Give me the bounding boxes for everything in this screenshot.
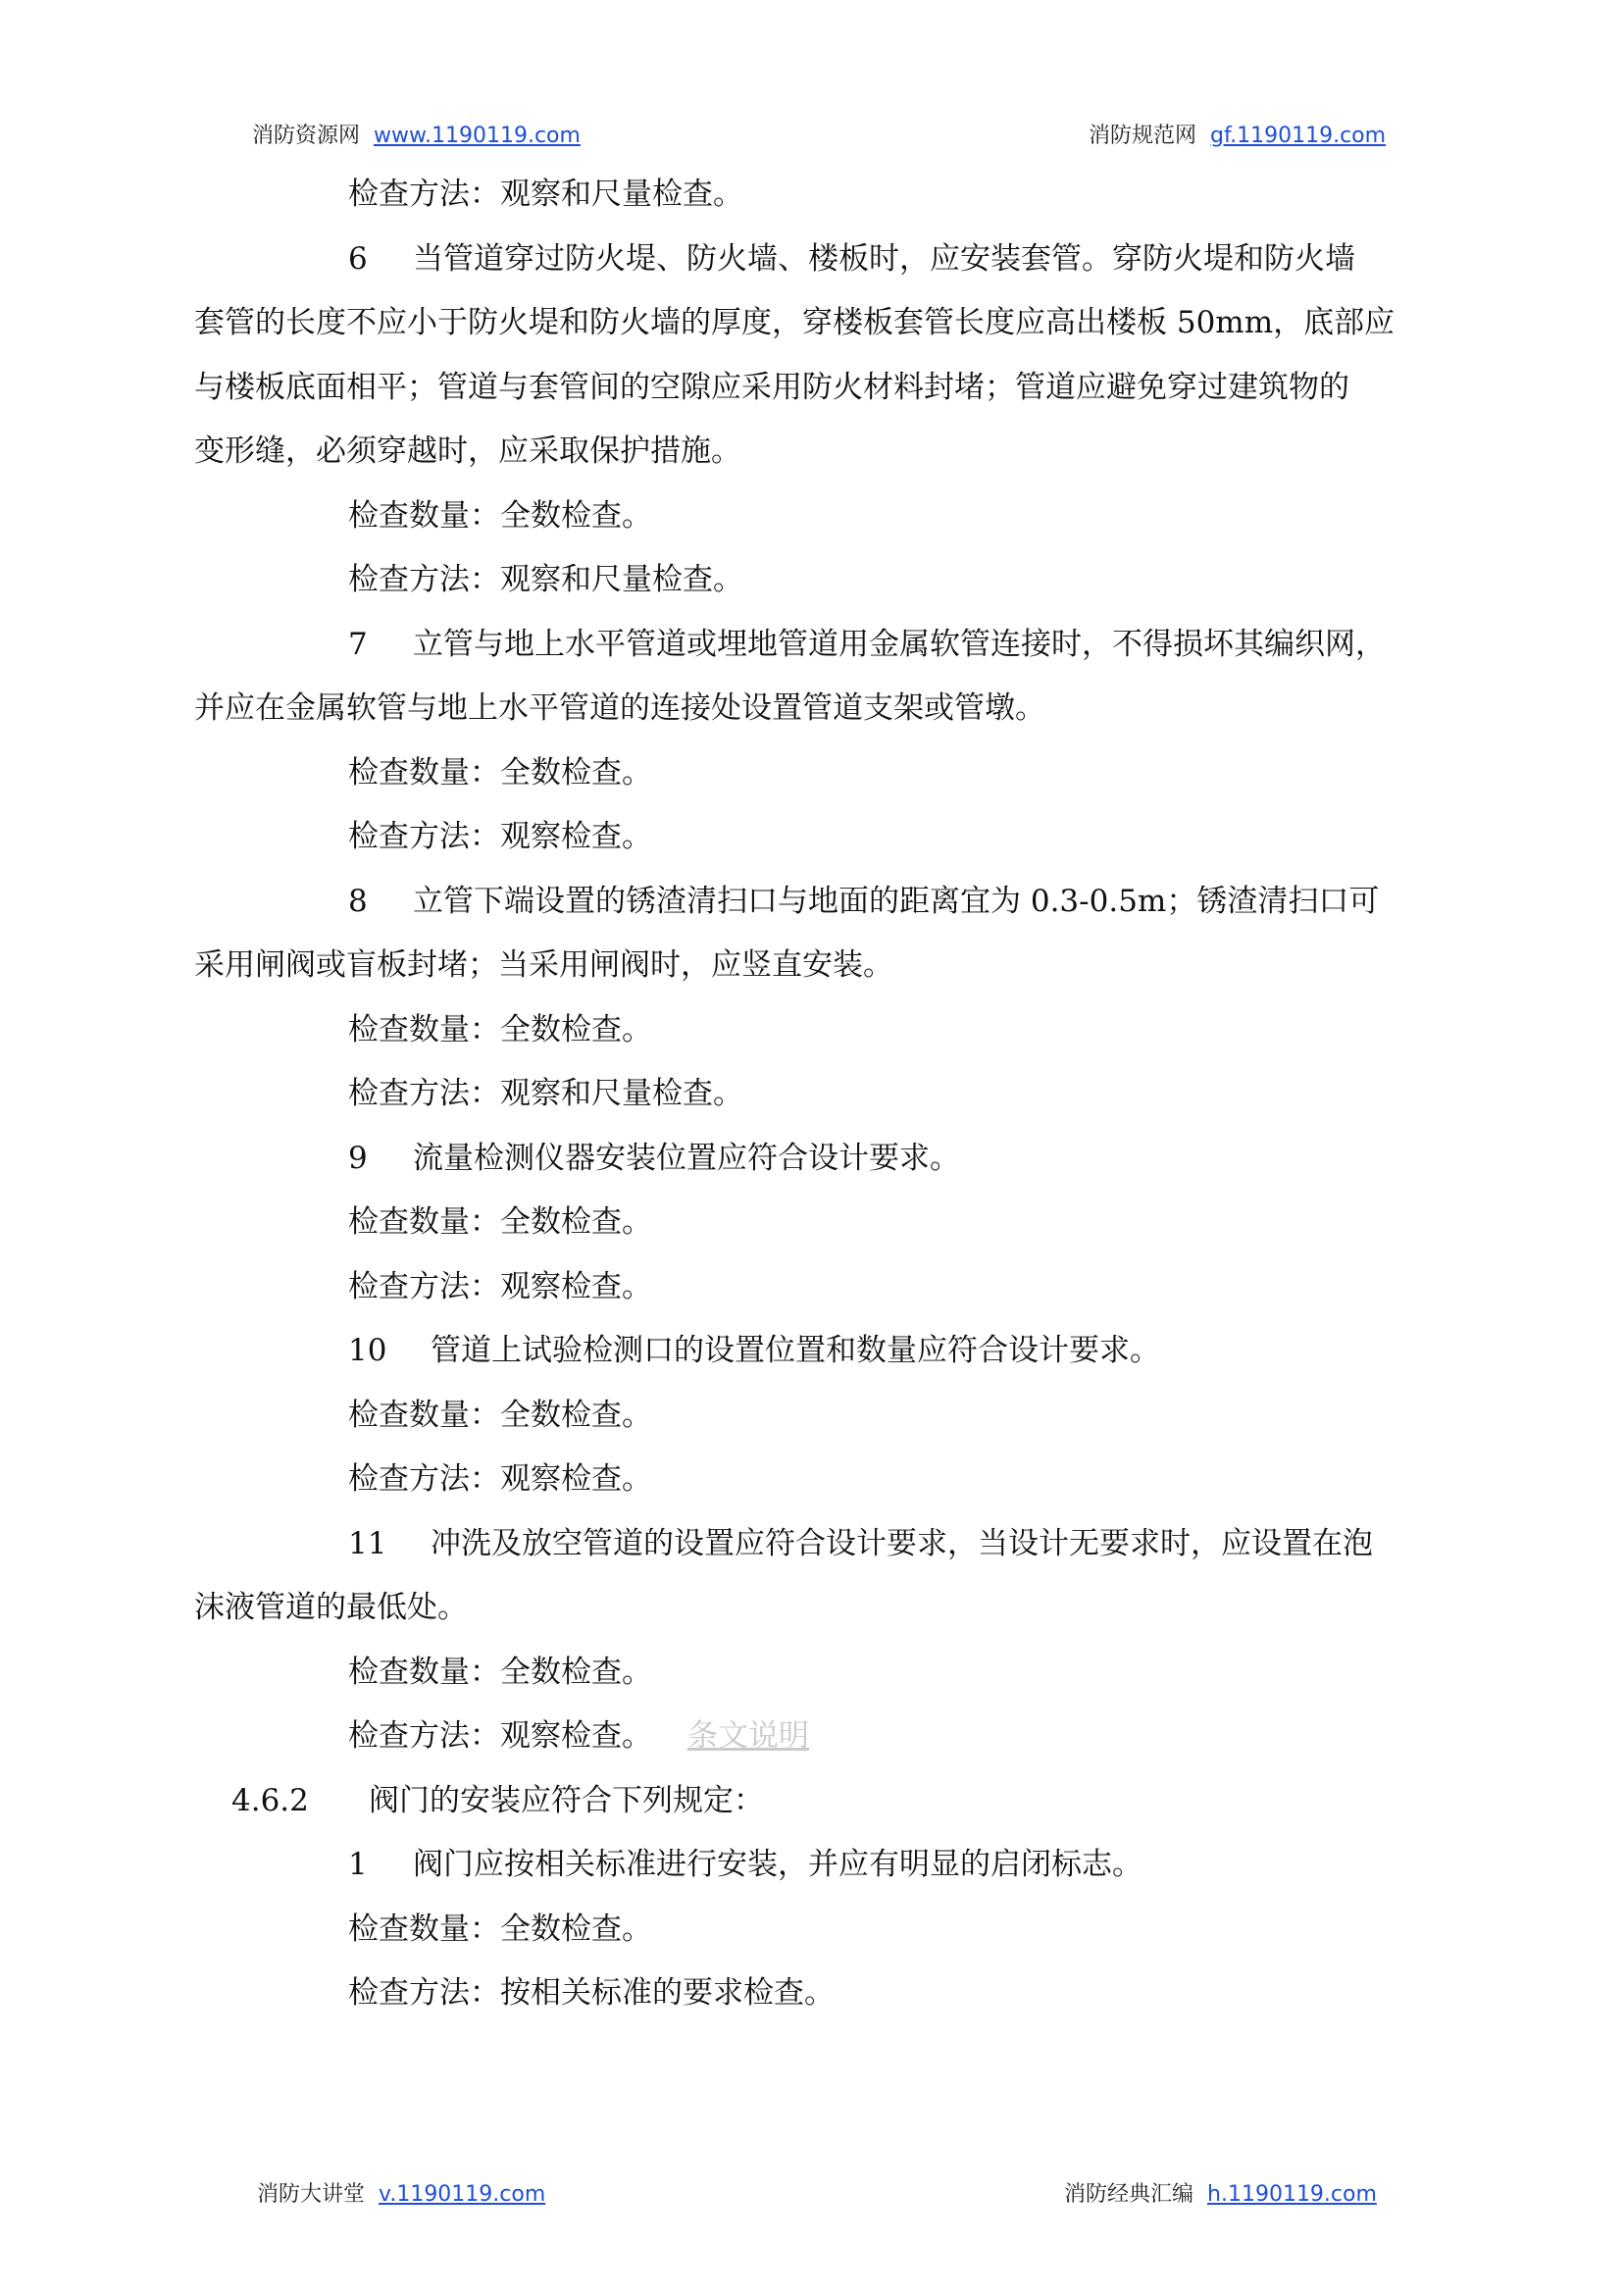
header-right-label: 消防规范网 — [1089, 124, 1197, 148]
clause-text: 冲洗及放空管道的设置应符合设计要求，当设计无要求时，应设置在泡 — [431, 1525, 1373, 1561]
check-method — [194, 1705, 1442, 1769]
check-quantity: 检查数量：全数检查。 — [348, 1911, 652, 1947]
paragraph: 并应在金属软管与地上水平管道的连接处设置管道支架或管墩。 — [194, 690, 1045, 726]
footer-right-label: 消防经典汇编 — [1064, 2182, 1194, 2207]
clause-number: 1 — [348, 1847, 368, 1882]
clause-explanation-link[interactable]: 条文说明 — [687, 1718, 809, 1754]
clause-8 — [194, 870, 1442, 935]
clause-text: 管道上试验检测口的设置位置和数量应符合设计要求。 — [431, 1333, 1160, 1368]
header-right-link[interactable]: gf.1190119.com — [1210, 124, 1387, 148]
check-method-text: 检查方法：观察检查。 — [348, 1718, 652, 1754]
check-method: 检查方法：观察检查。 — [348, 819, 652, 854]
section-number: 4.6.2 — [231, 1782, 309, 1818]
footer-left-link[interactable]: v.1190119.com — [379, 2182, 546, 2207]
clause-number: 8 — [348, 883, 368, 919]
header-left-label: 消防资源网 — [252, 124, 361, 148]
clause-text: 阀门应按相关标准进行安装，并应有明显的启闭标志。 — [413, 1847, 1142, 1882]
header-left-link[interactable]: www.1190119.com — [374, 124, 581, 148]
header-right — [1089, 122, 1386, 151]
clause-6 — [194, 228, 1442, 292]
check-method: 检查方法：观察检查。 — [348, 1268, 652, 1304]
clause-number: 6 — [348, 240, 368, 277]
paragraph: 沫液管道的最低处。 — [194, 1590, 468, 1625]
check-method: 检查方法：观察检查。 — [348, 1461, 652, 1497]
section-4-6-2 — [194, 1769, 1442, 1834]
check-method: 检查方法：按相关标准的要求检查。 — [348, 1975, 835, 2011]
clause-text: 立管下端设置的锈渣清扫口与地面的距离宜为 0.3-0.5m；锈渣清扫口可 — [413, 883, 1380, 919]
paragraph: 变形缝，必须穿越时，应采取保护措施。 — [194, 433, 741, 469]
section-text: 阀门的安装应符合下列规定： — [369, 1782, 764, 1818]
footer-left — [257, 2180, 545, 2210]
footer-left-label: 消防大讲堂 — [257, 2182, 366, 2207]
footer-right — [1064, 2180, 1377, 2210]
clause-number: 11 — [348, 1525, 387, 1561]
check-quantity: 检查数量：全数检查。 — [348, 1654, 652, 1690]
check-quantity: 检查数量：全数检查。 — [348, 1011, 652, 1047]
paragraph: 检查方法：观察和尺量检查。 — [348, 177, 743, 212]
clause-number: 10 — [348, 1333, 387, 1368]
check-method: 检查方法：观察和尺量检查。 — [348, 562, 743, 597]
clause-number: 7 — [348, 626, 368, 662]
clause-text: 当管道穿过防火堤、防火墙、楼板时，应安装套管。穿防火堤和防火墙 — [413, 240, 1355, 277]
header-left — [252, 122, 581, 151]
check-quantity: 检查数量：全数检查。 — [348, 1397, 652, 1433]
check-method: 检查方法：观察和尺量检查。 — [348, 1076, 743, 1111]
paragraph: 采用闸阀或盲板封堵；当采用闸阀时，应竖直安装。 — [194, 947, 893, 983]
clause-number: 9 — [348, 1140, 368, 1176]
footer-right-link[interactable]: h.1190119.com — [1207, 2182, 1377, 2207]
clause-text: 流量检测仪器安装位置应符合设计要求。 — [413, 1140, 960, 1176]
paragraph: 套管的长度不应小于防火堤和防火墙的厚度，穿楼板套管长度应高出楼板 50mm，底部应 — [194, 305, 1396, 340]
clause-11 — [194, 1512, 1442, 1577]
clause-9 — [194, 1127, 1442, 1192]
clause-7 — [194, 613, 1442, 678]
check-quantity: 检查数量：全数检查。 — [348, 754, 652, 790]
check-quantity: 检查数量：全数检查。 — [348, 497, 652, 534]
paragraph: 与楼板底面相平；管道与套管间的空隙应采用防火材料封堵；管道应避免穿过建筑物的 — [194, 369, 1349, 405]
clause-10 — [194, 1319, 1442, 1384]
clause-text: 立管与地上水平管道或埋地管道用金属软管连接时，不得损坏其编织网， — [413, 626, 1386, 662]
document-body — [194, 163, 1442, 2026]
clause-1 — [194, 1833, 1442, 1898]
check-quantity: 检查数量：全数检查。 — [348, 1204, 652, 1240]
